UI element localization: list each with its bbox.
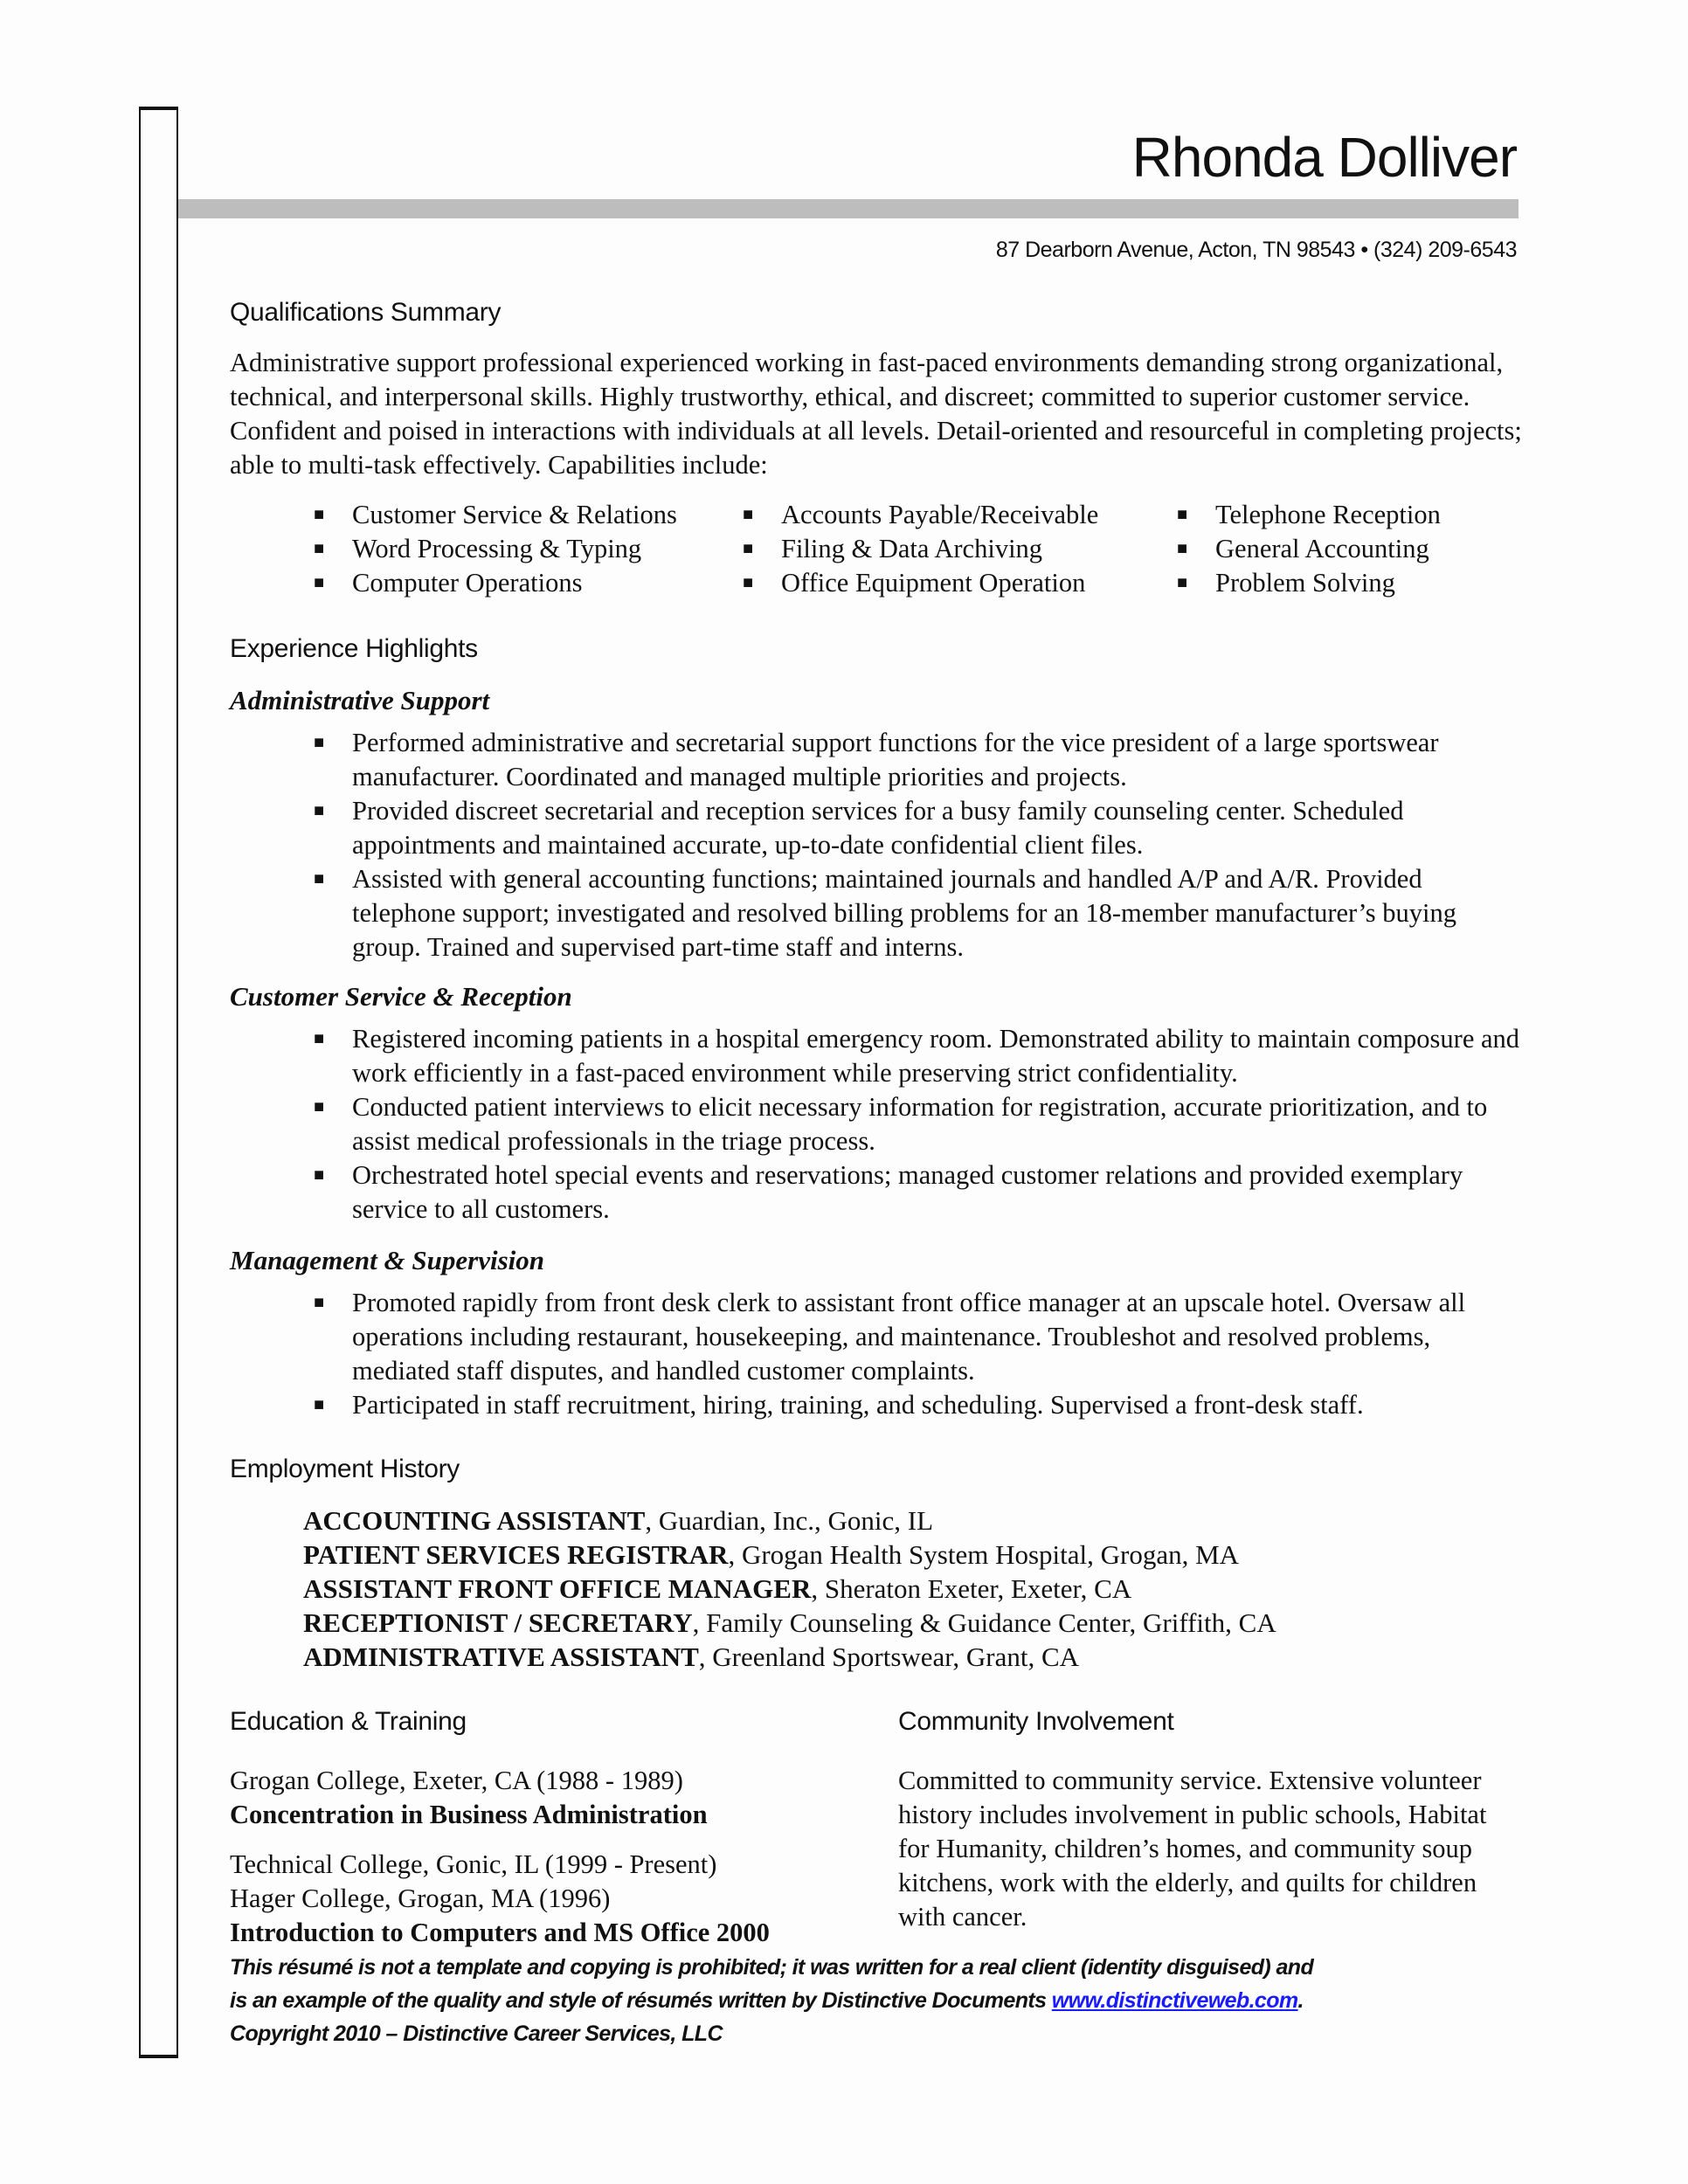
community-heading: Community Involvement xyxy=(898,1707,1174,1736)
capabilities-row xyxy=(314,532,1537,566)
qualifications-heading: Qualifications Summary xyxy=(230,298,502,327)
list-item xyxy=(314,862,1528,964)
experience-heading: Experience Highlights xyxy=(230,634,478,663)
job-employer: , Guardian, Inc., Gonic, IL xyxy=(645,1505,934,1536)
copyright-notice xyxy=(230,1951,1540,2050)
header-divider-bar xyxy=(178,199,1519,218)
capability-item: Customer Service & Relations xyxy=(352,500,677,529)
job-entry xyxy=(303,1572,1276,1606)
experience-group-title: Management & Supervision xyxy=(230,1245,544,1275)
capability-item: Office Equipment Operation xyxy=(781,568,1086,598)
footer-line: Copyright 2010 – Distinctive Career Services, LLC xyxy=(230,2022,723,2046)
education-entry: Technical College, Gonic, IL (1999 - Present) xyxy=(230,1849,717,1879)
left-margin-bracket xyxy=(139,107,178,2058)
capabilities-row xyxy=(314,566,1537,600)
capability-item: Telephone Reception xyxy=(1215,500,1441,529)
education-heading: Education & Training xyxy=(230,1707,467,1736)
capabilities-grid xyxy=(314,498,1537,600)
job-title: PATIENT SERVICES REGISTRAR xyxy=(303,1539,729,1570)
capability-item: Filing & Data Archiving xyxy=(781,534,1043,563)
education-entry: Hager College, Grogan, MA (1996) xyxy=(230,1883,611,1913)
list-item xyxy=(314,1286,1528,1388)
bullet-icon: ■ xyxy=(314,1293,325,1312)
bullet-icon: ■ xyxy=(314,869,325,888)
experience-group-title: Customer Service & Reception xyxy=(230,981,572,1012)
capability-item: Problem Solving xyxy=(1215,568,1395,598)
education-entry: Grogan College, Exeter, CA (1988 - 1989) xyxy=(230,1766,683,1795)
experience-list xyxy=(314,1286,1528,1422)
bullet-icon: ■ xyxy=(314,1395,325,1414)
experience-list xyxy=(314,726,1528,964)
contact-info: 87 Dearborn Avenue, Acton, TN 98543 • (324) 209-6543 xyxy=(995,238,1517,262)
list-item-text: Provided discreet secretarial and reception services for a busy family counseling center. Scheduled appointments and maintained accurate, up-to-date confidential client files. xyxy=(352,796,1404,860)
employment-heading: Employment History xyxy=(230,1455,460,1483)
job-title: ACCOUNTING ASSISTANT xyxy=(303,1505,646,1536)
footer-period: . xyxy=(1297,1988,1304,2013)
bullet-icon: ■ xyxy=(314,505,325,524)
qualifications-summary: Administrative support professional experienced working in fast-paced environments demanding strong organizational, technical, and interpersonal skills. Highly trustworthy, ethical, and discreet; committed to superior customer service. Confident and poised in interactions with individuals at all levels. Detail-oriented and resourceful in completing projects; able to multi-task effectively. Capabilities include: xyxy=(230,348,1522,480)
capability-item: Word Processing & Typing xyxy=(352,534,642,563)
education-section xyxy=(230,1764,859,1950)
bullet-icon: ■ xyxy=(314,1097,325,1116)
bullet-icon: ■ xyxy=(1177,505,1188,524)
community-text: Committed to community service. Extensive volunteer history includes involvement in public schools, Habitat for Humanity, children’s homes, and community soup kitchens, work with the elderly, and quilts for children with cancer. xyxy=(898,1766,1487,1932)
list-item-text: Promoted rapidly from front desk clerk to assistant front office manager at an upscale hotel. Oversaw all operations including restaurant, housekeeping, and maintenance. Troubleshot and resolved problems, mediated staff disputes, and handled customer complaints. xyxy=(352,1288,1466,1386)
bullet-icon: ■ xyxy=(743,505,754,524)
list-item-text: Registered incoming patients in a hospital emergency room. Demonstrated ability to maintain composure and work efficiently in a fast-paced environment while preserving strict confidentiality. xyxy=(352,1024,1520,1088)
job-employer: , Grogan Health System Hospital, Grogan, MA xyxy=(728,1539,1240,1570)
bullet-icon: ■ xyxy=(314,733,325,752)
footer-line xyxy=(230,1984,1540,2017)
capability-item: General Accounting xyxy=(1215,534,1429,563)
list-item xyxy=(314,1388,1528,1422)
job-entry xyxy=(303,1503,1276,1538)
bullet-icon: ■ xyxy=(314,1029,325,1048)
bullet-icon: ■ xyxy=(743,573,754,592)
candidate-name: Rhonda Dolliver xyxy=(1131,126,1517,189)
footer-line: This résumé is not a template and copying is prohibited; it was written for a real client (identity disguised) and xyxy=(230,1955,1314,1980)
list-item xyxy=(314,1022,1528,1090)
job-entry xyxy=(303,1606,1276,1640)
job-title: ASSISTANT FRONT OFFICE MANAGER xyxy=(303,1573,812,1604)
list-item xyxy=(314,1158,1528,1227)
job-entry xyxy=(303,1640,1276,1674)
list-item-text: Participated in staff recruitment, hiring, training, and scheduling. Supervised a front-desk staff. xyxy=(352,1390,1364,1420)
list-item xyxy=(314,794,1528,862)
job-employer: , Family Counseling & Guidance Center, Griffith, CA xyxy=(692,1607,1276,1638)
employment-list xyxy=(303,1503,1276,1674)
bullet-icon: ■ xyxy=(314,801,325,820)
bullet-icon: ■ xyxy=(314,573,325,592)
job-title: RECEPTIONIST / SECRETARY xyxy=(303,1607,693,1638)
job-title: ADMINISTRATIVE ASSISTANT xyxy=(303,1641,699,1672)
job-employer: , Sheraton Exeter, Exeter, CA xyxy=(811,1573,1132,1604)
capability-item: Accounts Payable/Receivable xyxy=(781,500,1099,529)
experience-list xyxy=(314,1022,1528,1227)
job-entry xyxy=(303,1538,1276,1572)
website-link[interactable]: www.distinctiveweb.com xyxy=(1051,1988,1298,2013)
bullet-icon: ■ xyxy=(1177,573,1188,592)
education-course: Introduction to Computers and MS Office 2000 xyxy=(230,1918,770,1947)
capability-item: Computer Operations xyxy=(352,568,583,598)
footer-text: is an example of the quality and style of résumés written by Distinctive Documents xyxy=(230,1988,1052,2013)
capabilities-row xyxy=(314,498,1537,532)
bullet-icon: ■ xyxy=(314,1165,325,1185)
list-item-text: Performed administrative and secretarial support functions for the vice president of a large sportswear manufacturer. Coordinated and managed multiple priorities and projects. xyxy=(352,728,1439,791)
list-item xyxy=(314,726,1528,794)
list-item-text: Conducted patient interviews to elicit necessary information for registration, accurate prioritization, and to assist medical professionals in the triage process. xyxy=(352,1092,1488,1156)
bullet-icon: ■ xyxy=(1177,539,1188,558)
bullet-icon: ■ xyxy=(314,539,325,558)
list-item-text: Orchestrated hotel special events and reservations; managed customer relations and provided exemplary service to all customers. xyxy=(352,1160,1463,1224)
education-concentration: Concentration in Business Administration xyxy=(230,1800,708,1829)
bullet-icon: ■ xyxy=(743,539,754,558)
experience-group-title: Administrative Support xyxy=(230,685,490,715)
list-item xyxy=(314,1090,1528,1158)
list-item-text: Assisted with general accounting functions; maintained journals and handled A/P and A/R. Provided telephone support; investigated and resolved billing problems for an 18-member manufacturer’s buying group. Trained and supervised part-time staff and interns. xyxy=(352,864,1457,962)
job-employer: , Greenland Sportswear, Grant, CA xyxy=(698,1641,1080,1672)
